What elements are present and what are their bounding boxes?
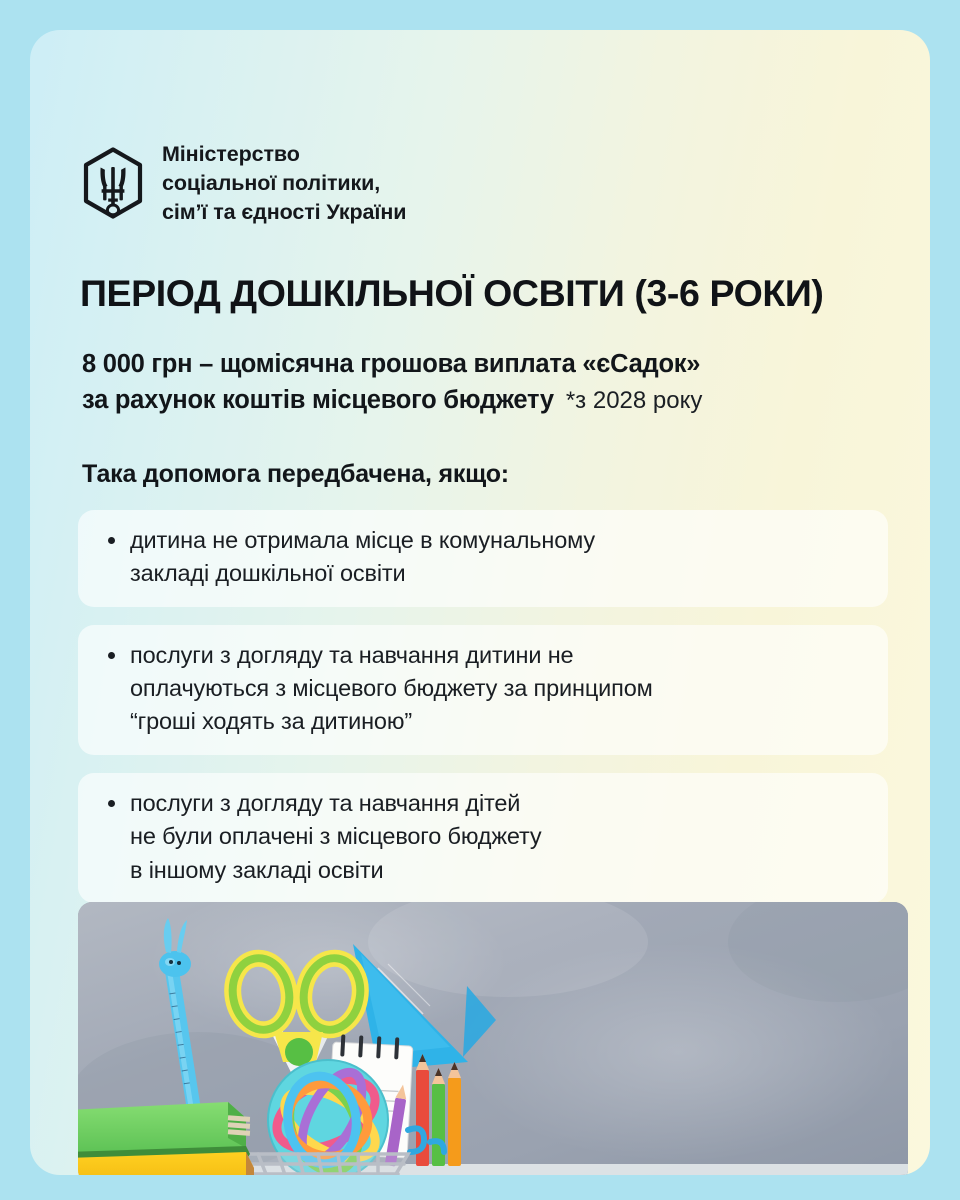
subtitle-line2-row [82, 382, 702, 418]
condition-card [78, 773, 888, 903]
section-heading: Така допомога передбачена, якщо: [82, 460, 509, 488]
content-card [30, 30, 930, 1175]
condition-bullet-list [100, 787, 866, 887]
condition-card [78, 625, 888, 755]
condition-text-line: “гроші ходять за дитиною” [130, 708, 413, 735]
page-title: ПЕРІОД ДОШКІЛЬНОЇ ОСВІТИ (3-6 РОКИ) [80, 272, 824, 314]
ministry-logo [82, 140, 406, 226]
list-item [100, 639, 866, 739]
condition-text-line: послуги з догляду та навчання дитини не [130, 641, 574, 668]
condition-bullet-list [100, 639, 866, 739]
ministry-name-line2: соціальної політики, [162, 170, 381, 195]
condition-bullet-list [100, 524, 866, 591]
ukraine-trident-hexagon-emblem-icon [82, 147, 144, 219]
ministry-name-line3: сім’ї та єдності України [162, 199, 407, 224]
subtitle-line2: за рахунок коштів місцевого бюджету [82, 386, 554, 415]
condition-text-line: закладі дошкільної освіти [130, 560, 406, 587]
condition-card [78, 510, 888, 607]
list-item [100, 524, 866, 591]
condition-text-line: в іншому закладі освіти [130, 856, 384, 883]
ministry-name [162, 140, 406, 226]
subtitle [82, 346, 702, 418]
subtitle-line1: 8 000 грн – щомісячна грошова виплата «єСадок» [82, 350, 701, 378]
condition-text-line: послуги з догляду та навчання дітей [130, 789, 521, 816]
condition-text-line: оплачуються з місцевого бюджету за принципом [130, 675, 653, 702]
condition-text-line: не були оплачені з місцевого бюджету [130, 823, 542, 850]
ministry-name-line1: Міністерство [162, 142, 300, 166]
subtitle-note: *з 2028 року [565, 387, 703, 415]
list-item [100, 787, 866, 887]
school-supplies-shopping-cart-photo [78, 902, 908, 1175]
conditions-list [78, 510, 888, 921]
condition-text-line: дитина не отримала місце в комунальному [130, 527, 596, 553]
